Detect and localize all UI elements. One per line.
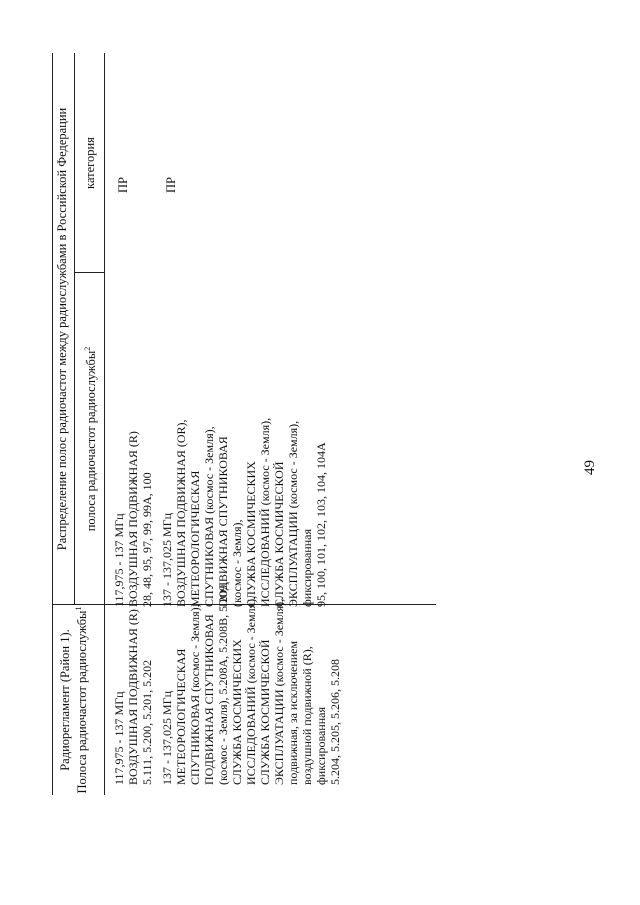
header-category: категория: [83, 137, 97, 189]
allocation-table: [52, 53, 436, 795]
row1-left-cell: 117,975 - 137 МГц ВОЗДУШНАЯ ПОДВИЖНАЯ (R) 5.111, 5.200, 5.201, 5.202: [112, 609, 154, 785]
header-left-title: Радиорегламент (Район 1).: [58, 629, 72, 771]
page-number: 49: [582, 460, 598, 475]
row2-mid-cell: 137 - 137,025 МГц ВОЗДУШНАЯ ПОДВИЖНАЯ (OR), МЕТЕОРОЛОГИЧЕСКАЯ СПУТНИКОВАЯ (космос - Земля), ПОДВИЖНАЯ СПУТНИКОВАЯ (космос - Земля), СЛУЖБА КОСМИЧЕСКИХ ИССЛЕДОВАНИЙ (космос - Земля), СЛУЖБА КОСМИЧЕСКОЙ ЭКСПЛУАТАЦИИ (космос - Земля), фиксированная 95, 100, 101, 102, 103, 104, 104А: [160, 417, 328, 607]
row1-category: ПР: [116, 177, 130, 193]
header-mid-sub: полоса радиочастот радиослужбы$^2$: [83, 346, 99, 532]
header-left-sub: Полоса радиочастот радиослужбы$^1$: [74, 606, 90, 794]
row2-left-cell: 137 - 137,025 МГц МЕТЕОРОЛОГИЧЕСКАЯ СПУТНИКОВАЯ (космос - Земля), ПОДВИЖНАЯ СПУТНИКОВАЯ (космос - Земля), 5.208А, 5.208В, 5.209, СЛУЖБА КОСМИЧЕСКИХ ИССЛЕДОВАНИЙ (космос - Земля), СЛУЖБА КОСМИЧЕСКОЙ ЭКСПЛУАТАЦИИ (космос - Земля), подвижная, за исключением воздушной подвижной (R), фиксированная 5.204, 5.205, 5.206, 5.208: [160, 581, 342, 785]
row2-category: ПР: [164, 177, 178, 193]
header-right-title: Распределение полос радиочастот между радиослужбами в Российской Федерации: [55, 107, 69, 551]
header-split-line: [74, 53, 75, 605]
table-top-border: [52, 53, 53, 795]
row1-mid-cell: 117,975 - 137 МГц ВОЗДУШНАЯ ПОДВИЖНАЯ (R) 28, 48, 95, 97, 99, 99А, 100: [112, 431, 154, 607]
header-bottom-border: [104, 53, 105, 795]
